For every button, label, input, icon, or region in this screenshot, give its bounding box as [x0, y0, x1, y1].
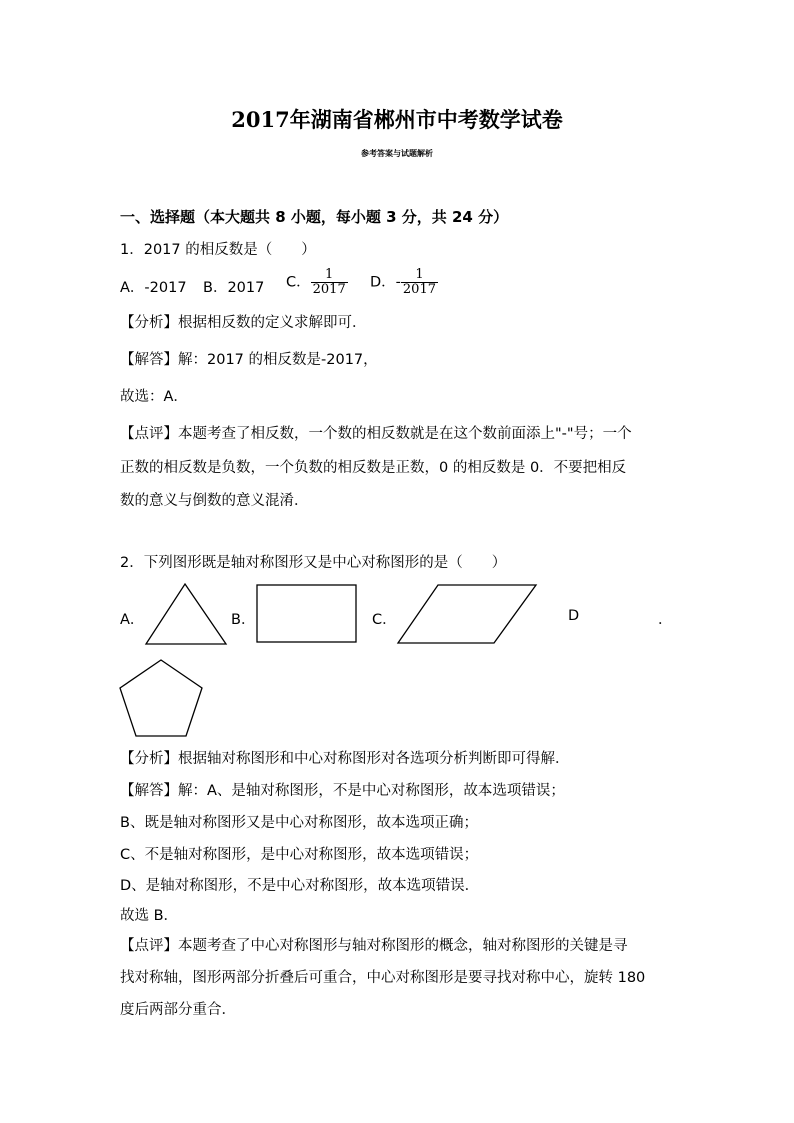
q2-answer-line3: C、不是轴对称图形，是中心对称图形，故本选项错误；: [120, 847, 479, 863]
q1-option-c-fraction: [311, 268, 348, 297]
q2-option-d-period: ．: [658, 612, 673, 628]
q1-comment-line2: 正数的相反数是负数，一个负数的相反数是正数，0 的相反数是 0．不要把相反: [120, 460, 627, 476]
q2-stem: 2．下列图形既是轴对称图形又是中心对称图形的是（ ）: [120, 555, 507, 571]
rectangle-figure: [256, 584, 358, 644]
q1-option-c-numerator: 1: [311, 268, 348, 283]
q1-option-d-fraction: [401, 268, 438, 297]
q2-answer-line1: 【解答】解：A、是轴对称图形，不是中心对称图形，故本选项错误；: [120, 783, 565, 799]
q1-option-d-label: D．-: [370, 274, 401, 291]
q1-option-c: [286, 268, 348, 297]
q2-option-b: B．: [231, 612, 256, 628]
page-subtitle: 参考答案与试题解析: [361, 149, 433, 158]
q1-option-d-numerator: 1: [401, 268, 438, 283]
q1-option-a: A．-2017: [120, 280, 187, 296]
q2-choice: 故选 B．: [120, 908, 179, 924]
q2-comment-line1: 【点评】本题考查了中心对称图形与轴对称图形的概念，轴对称图形的关键是寻: [120, 938, 628, 954]
q2-option-c: C．: [372, 612, 397, 628]
q1-choice: 故选：A．: [120, 389, 188, 405]
q2-comment-line3: 度后两部分重合．: [120, 1002, 236, 1018]
parallelogram-figure: [396, 583, 540, 645]
q2-analysis: 【分析】根据轴对称图形和中心对称图形对各选项分析判断即可得解．: [120, 751, 570, 767]
q1-option-d: [370, 268, 438, 297]
q2-option-d: D: [568, 608, 580, 624]
q1-comment-line3: 数的意义与倒数的意义混淆．: [120, 493, 309, 509]
q2-answer-line4: D、是轴对称图形，不是中心对称图形，故本选项错误．: [120, 878, 480, 894]
q2-comment-line2: 找对称轴，图形两部分折叠后可重合，中心对称图形是要寻找对称中心，旋转 180: [120, 970, 646, 986]
pentagon-figure: [118, 658, 204, 740]
page-title: 2017年湖南省郴州市中考数学试卷: [231, 107, 563, 132]
q1-option-d-denominator: 2017: [402, 282, 436, 297]
q1-option-c-label: C．: [286, 274, 311, 291]
q1-comment-line1: 【点评】本题考查了相反数，一个数的相反数就是在这个数前面添上"-"号；一个: [120, 426, 632, 442]
q2-answer-line2: B、既是轴对称图形又是中心对称图形，故本选项正确；: [120, 815, 478, 831]
triangle-figure: [144, 582, 230, 646]
q2-option-a: A．: [120, 612, 145, 628]
section-heading: 一、选择题（本大题共 8 小题，每小题 3 分，共 24 分）: [120, 208, 509, 226]
q1-stem: 1．2017 的相反数是（ ）: [120, 242, 316, 258]
q1-option-b: B．2017: [203, 280, 265, 296]
q1-analysis: 【分析】根据相反数的定义求解即可．: [120, 315, 367, 331]
q1-option-c-denominator: 2017: [312, 282, 346, 297]
q1-answer: 【解答】解：2017 的相反数是-2017，: [120, 352, 378, 368]
